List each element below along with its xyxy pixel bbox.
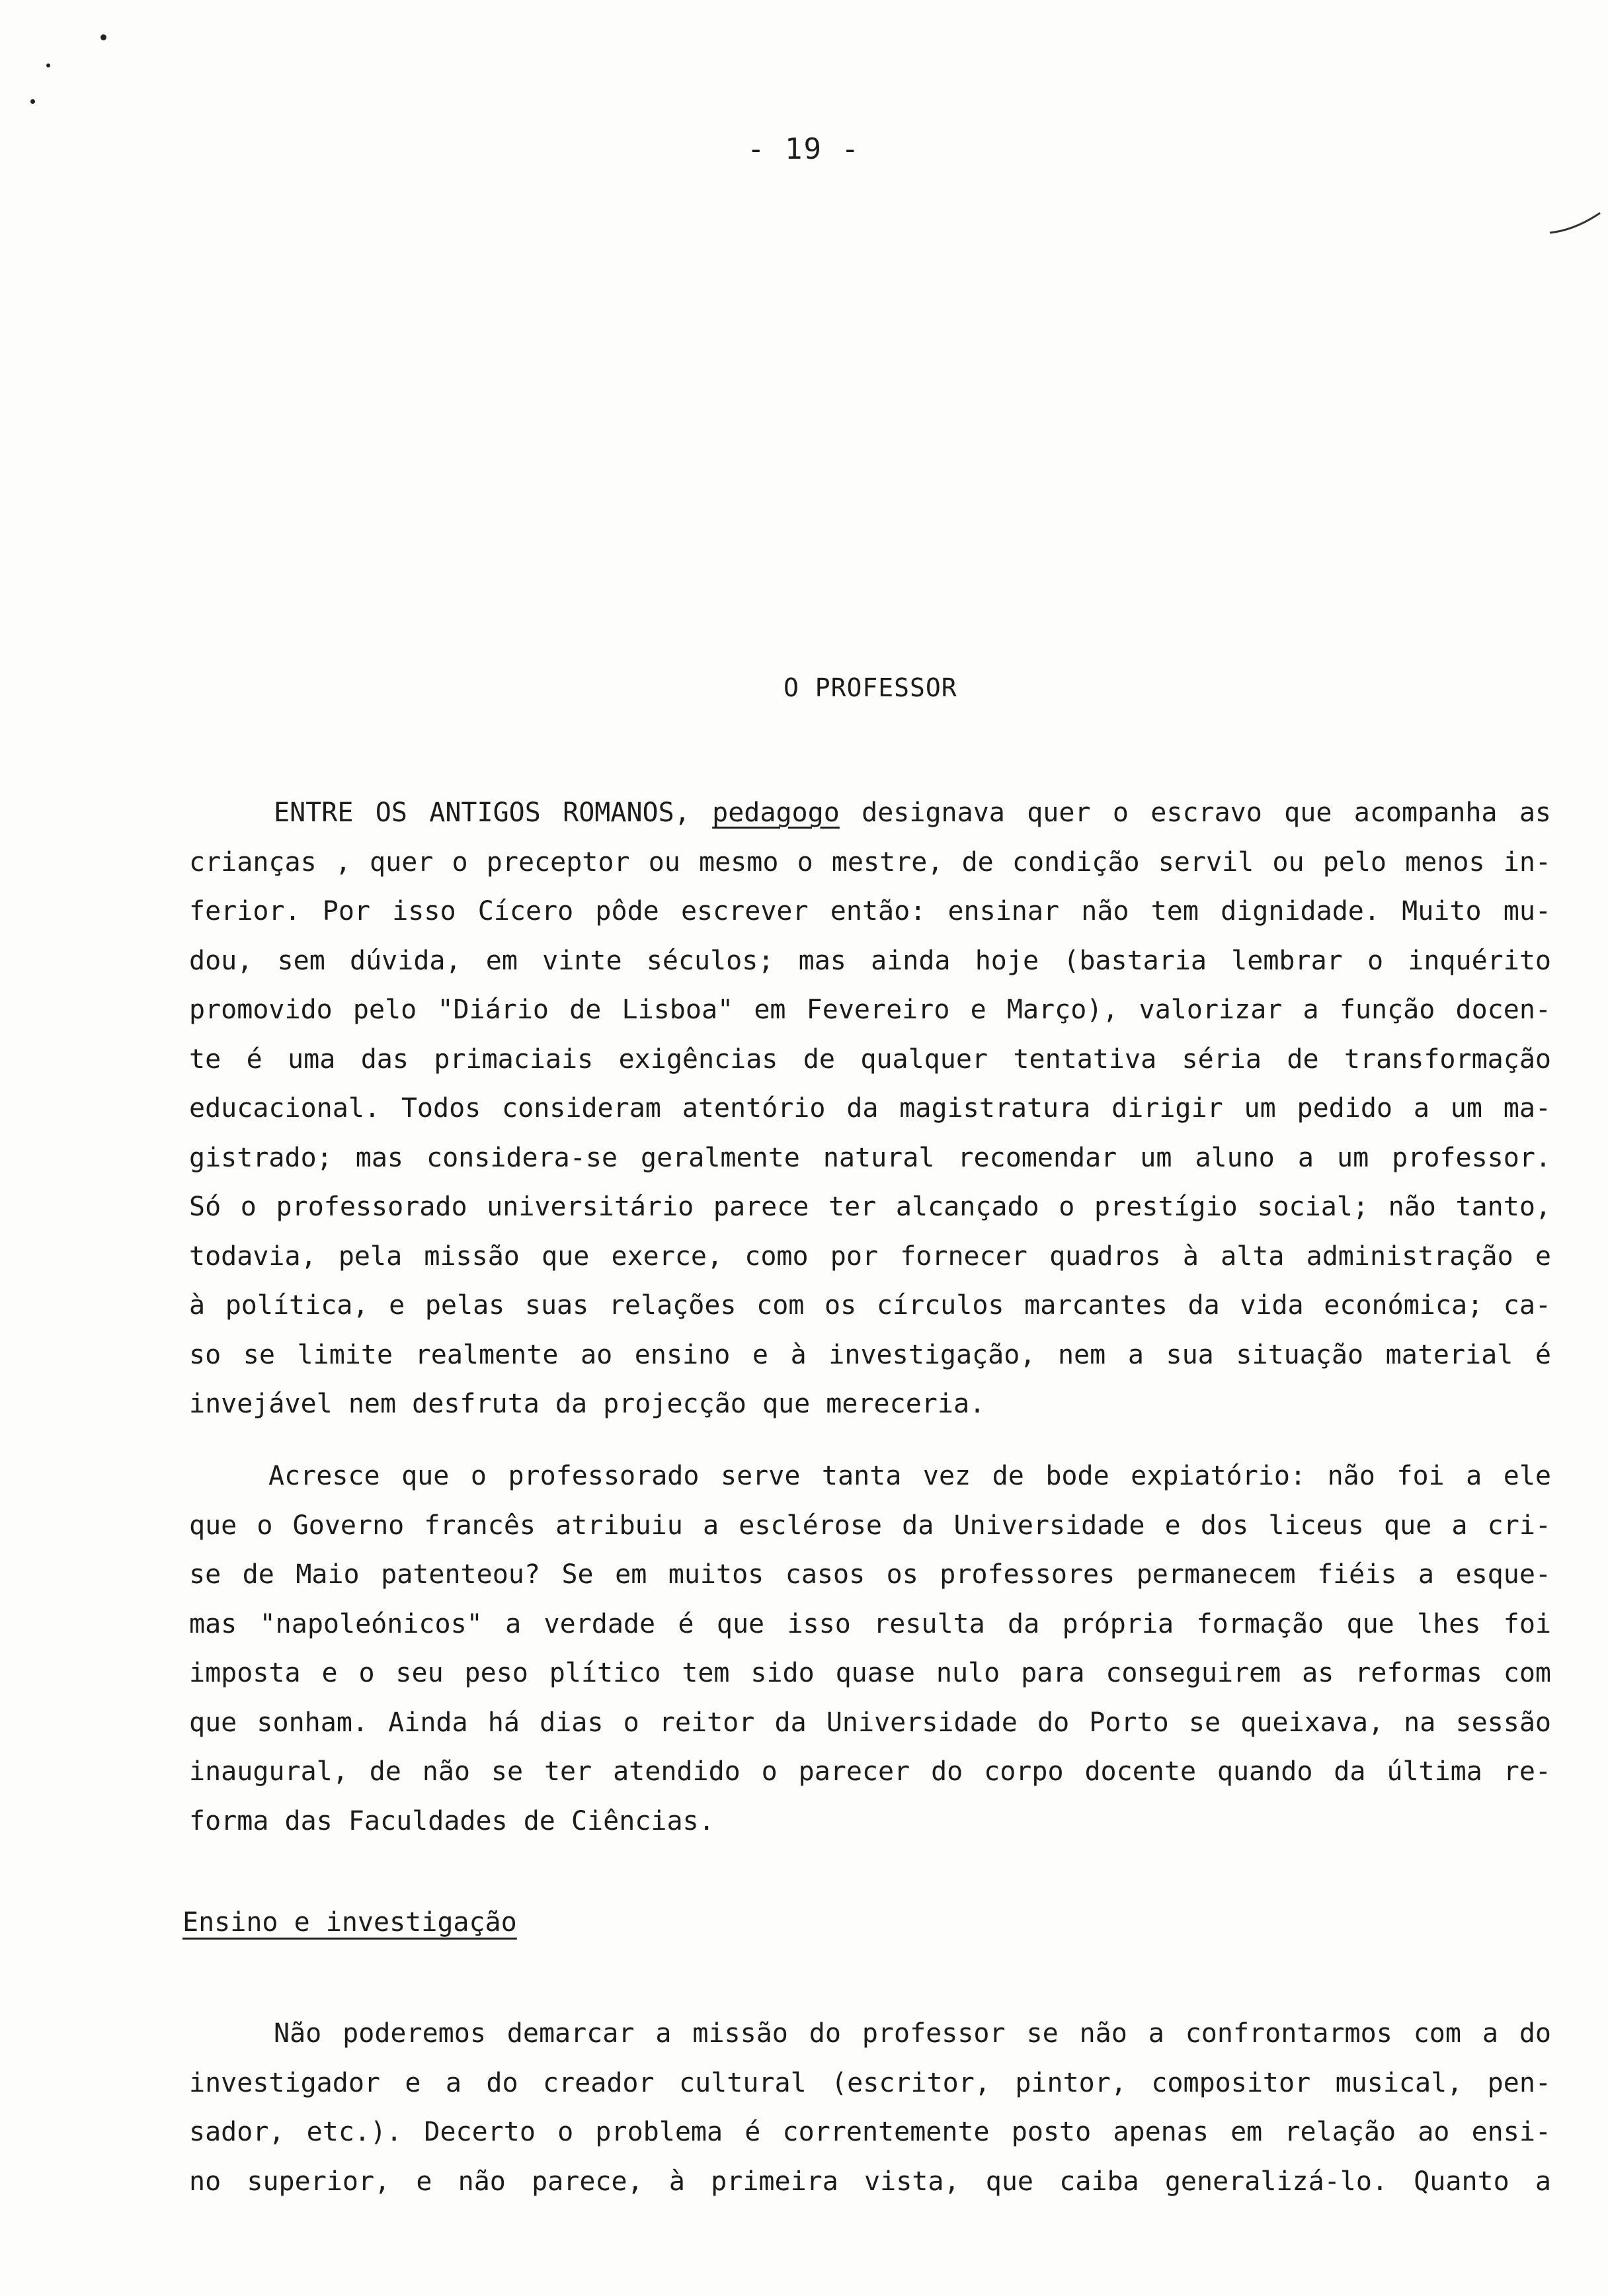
text-line: forma das Faculdades de Ciências. <box>189 1805 715 1836</box>
text-line: à política, e pelas suas relações com os círculos marcantes da vida económica; ca- <box>189 1290 1551 1321</box>
text-line: so se limite realmente ao ensino e à investigação, nem a sua situação material é <box>189 1339 1551 1370</box>
text-line: investigador e a do creador cultural (escritor, pintor, compositor musical, pen- <box>189 2067 1551 2098</box>
text-line: que sonham. Ainda há dias o reitor da Universidade do Porto se queixava, na sessão <box>189 1707 1551 1738</box>
text-line: Não poderemos demarcar a missão do professor se não a confrontarmos com a do <box>274 2018 1551 2049</box>
text-line <box>189 788 1551 838</box>
text-line: no superior, e não parece, à primeira vista, que caiba generalizá-lo. Quanto a <box>189 2166 1551 2197</box>
pen-stroke-mark <box>1548 210 1601 237</box>
ink-speck <box>100 34 106 40</box>
text-line: crianças , quer o preceptor ou mesmo o mestre, de condição servil ou pelo menos in- <box>189 846 1551 878</box>
text-line: imposta e o seu peso plítico tem sido quase nulo para conseguirem as reformas com <box>189 1658 1551 1688</box>
text-line: sador, etc.). Decerto o problema é correntemente posto apenas em relação ao ensi- <box>189 2117 1551 2147</box>
section-heading: Ensino e investigação <box>182 1907 517 1938</box>
text-line: inaugural, de não se ter atendido o parecer do corpo docente quando da última re- <box>189 1756 1551 1787</box>
underlined-term: pedagogo <box>712 798 840 828</box>
text-line: todavia, pela missão que exerce, como por fornecer quadros à alta administração e <box>189 1241 1551 1272</box>
ink-speck <box>46 63 50 67</box>
text-line: gistrado; mas considera-se geralmente natural recomendar um aluno a um professor. <box>189 1142 1551 1173</box>
text-line: promovido pelo "Diário de Lisboa" em Fevereiro e Março), valorizar a função docen- <box>189 995 1551 1025</box>
text-segment: designava quer o escravo que acompanha as <box>839 798 1551 828</box>
text-line: educacional. Todos consideram atentório da magistratura dirigir um pedido a um ma- <box>189 1093 1551 1124</box>
page-number: - 19 - <box>747 132 860 166</box>
text-segment: ENTRE OS ANTIGOS ROMANOS, <box>274 798 713 828</box>
text-line: Acresce que o professorado serve tanta vez de bode expiatório: não foi a ele <box>268 1461 1551 1491</box>
chapter-title: O PROFESSOR <box>784 673 957 702</box>
text-line: que o Governo francês atribuiu a esclérose da Universidade e dos liceus que a cri- <box>189 1510 1551 1541</box>
text-line: invejável nem desfruta da projecção que mereceria. <box>189 1389 986 1419</box>
text-line: te é uma das primaciais exigências de qualquer tentativa séria de transformação <box>189 1044 1551 1075</box>
text-line: ferior. Por isso Cícero pôde escrever então: ensinar não tem dignidade. Muito mu- <box>189 896 1551 926</box>
text-line: dou, sem dúvida, em vinte séculos; mas ainda hoje (bastaria lembrar o inquérito <box>189 945 1551 976</box>
ink-speck <box>30 99 35 104</box>
text-line: Só o professorado universitário parece ter alcançado o prestígio social; não tanto, <box>189 1192 1551 1222</box>
text-line: se de Maio patenteou? Se em muitos casos os professores permanecem fiéis a esque- <box>189 1559 1551 1590</box>
text-line: mas "napoleónicos" a verdade é que isso resulta da própria formação que lhes foi <box>189 1608 1551 1639</box>
paragraph-3 <box>189 2009 1551 2206</box>
paragraph-2 <box>189 1452 1551 1846</box>
paragraph-1 <box>189 788 1551 1429</box>
